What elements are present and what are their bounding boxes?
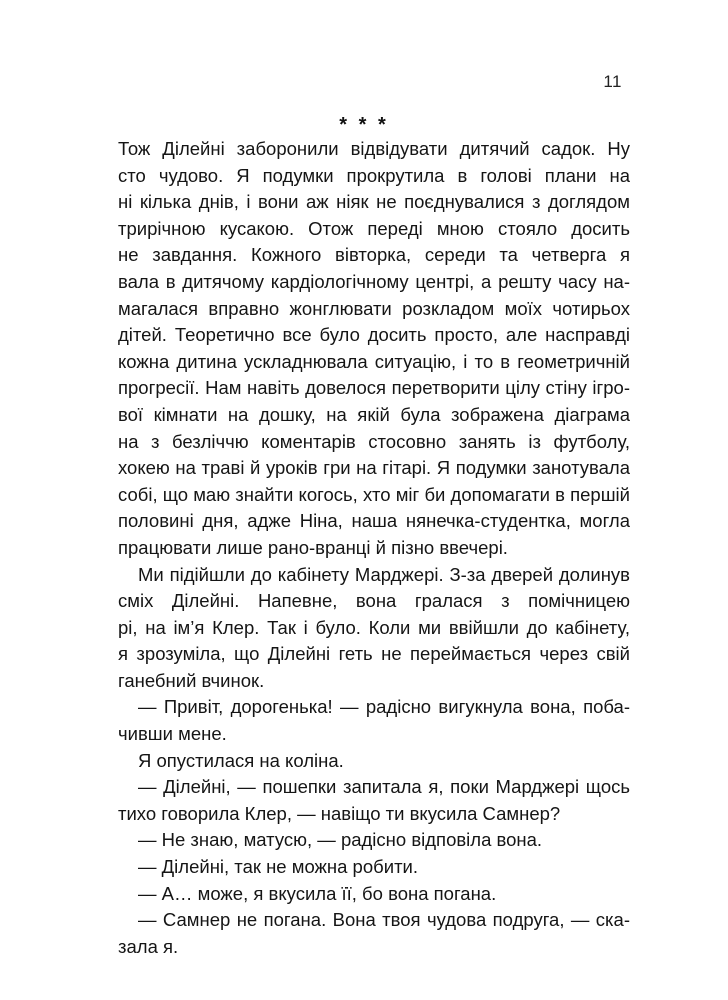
page-number: 11 <box>603 72 622 91</box>
text-line: Ми підійшли до кабінету Марджері. З-за дверей долинув <box>138 563 630 585</box>
text-line: — Самнер не погана. Вона твоя чудова подруга, — ска- <box>138 909 630 931</box>
body-text <box>118 136 630 960</box>
text-line: трирічною кусакою. Отож переді мною стояло досить <box>118 217 630 239</box>
text-line: вої кімнати на дошку, на якій була зображена діаграма <box>118 403 630 425</box>
text-line: ганебний вчинок. <box>118 669 265 691</box>
text-line: — Привіт, дорогенька! — радісно вигукнула вона, поба- <box>138 696 630 718</box>
text-line: рі, на ім’я Клер. Так і було. Коли ми ввійшли до кабінету, <box>118 616 630 638</box>
text-line: на з безліччю коментарів стосовно занять із футболу, <box>118 430 630 452</box>
text-line: прогресії. Нам навіть довелося перетворити цілу стіну ігро- <box>118 377 630 399</box>
text-line: сто чудово. Я подумки прокрутила в голові плани на <box>118 164 630 186</box>
text-line: я зрозуміла, що Ділейні геть не переймається через свій <box>118 643 630 665</box>
text-line: — Ділейні, так не можна робити. <box>138 856 419 878</box>
text-line: сміх Ділейні. Напевне, вона гралася з помічницею <box>118 590 630 612</box>
section-separator: * * * <box>339 114 389 136</box>
text-line: чивши мене. <box>118 723 227 745</box>
text-line: дітей. Теоретично все було досить просто, але насправді <box>118 324 630 346</box>
text-line: Я опустилася на коліна. <box>138 749 344 771</box>
text-line: — Не знаю, матусю, — радісно відповіла вона. <box>138 829 543 851</box>
text-line: ні кілька днів, і вони аж ніяк не поєднувалися з доглядом <box>118 191 630 213</box>
text-line: зала я. <box>118 935 179 957</box>
text-line: працювати лише рано-вранці й пізно ввечері. <box>118 536 508 558</box>
text-line: вала в дитячому кардіологічному центрі, а решту часу на- <box>118 270 630 292</box>
text-line: — А… може, я вкусила її, бо вона погана. <box>138 882 497 904</box>
text-line: магалася вправно жонглювати розкладом моїх чотирьох <box>118 297 630 319</box>
text-line: хокею на траві й уроків гри на гітарі. Я подумки занотувала <box>118 457 630 479</box>
text-line: половині дня, адже Ніна, наша нянечка-студентка, могла <box>118 510 630 532</box>
text-line: — Ділейні, — пошепки запитала я, поки Марджері щось <box>138 776 630 798</box>
text-line: не завдання. Кожного вівторка, середи та четверга я <box>118 244 630 266</box>
text-line: кожна дитина ускладнювала ситуацію, і то в геометричній <box>118 350 630 372</box>
text-line: тихо говорила Клер, — навіщо ти вкусила Самнер? <box>118 802 561 824</box>
text-line: собі, що маю знайти когось, хто міг би допомагати в першій <box>118 483 630 505</box>
text-line: Тож Ділейні заборонили відвідувати дитячий садок. Ну <box>118 138 630 159</box>
